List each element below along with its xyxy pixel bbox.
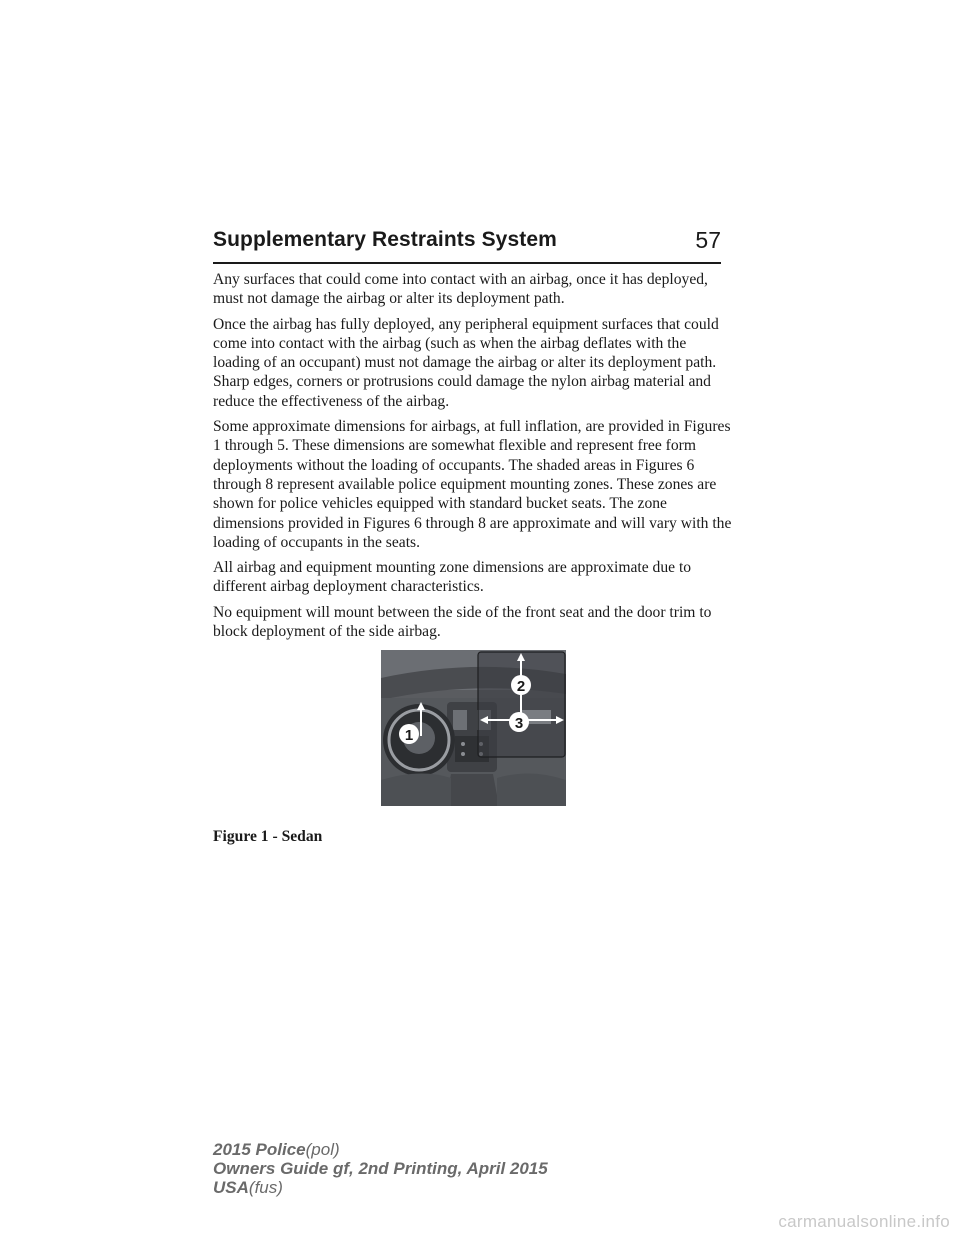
knob-icon: [461, 752, 465, 756]
page-header: [213, 228, 721, 264]
footer-market-code: (fus): [248, 1178, 283, 1197]
section-title: Supplementary Restraints System: [213, 228, 557, 251]
callout-1-label: 1: [404, 727, 414, 744]
center-console: [445, 774, 499, 806]
paragraph: Any surfaces that could come into contact with an airbag, once it has deployed, must not damage the airbag or alter its deployment path.: [213, 271, 708, 308]
lower-dash-left: [381, 773, 451, 806]
lower-dash-right: [497, 773, 566, 806]
footer-model-code: (pol): [305, 1140, 340, 1159]
footer-line-3: [213, 1178, 548, 1197]
footer-line-1: [213, 1140, 548, 1159]
callout-2-label: 2: [516, 678, 526, 695]
watermark: carmanualsonline.info: [778, 1212, 950, 1231]
figure-caption: Figure 1 - Sedan: [213, 828, 323, 845]
dashboard-illustration: [381, 650, 566, 806]
footer-line-2: Owners Guide gf, 2nd Printing, April 2015: [213, 1159, 548, 1178]
airbag-dimensions-figure: [381, 650, 566, 806]
page-footer: [213, 1140, 548, 1197]
footer-market: USA: [213, 1178, 249, 1197]
paragraph: No equipment will mount between the side of the front seat and the door trim to block deployment of the side airbag.: [213, 603, 712, 641]
paragraph: All airbag and equipment mounting zone dimensions are approximate due to different airbag deployment characteristics.: [213, 559, 692, 596]
paragraph: Once the airbag has fully deployed, any peripheral equipment surfaces that could come into contact with the airbag (such as when the airbag deflates with the loading of an occupant) must not damage the airbag or alter its deployment path. Sharp edges, corners or protrusions could damage the nylon airbag material and reduce the effectiveness of the airbag.: [213, 315, 719, 410]
page-number: 57: [695, 227, 721, 253]
body-text: [213, 270, 733, 647]
footer-model: 2015 Police: [213, 1140, 306, 1159]
knob-icon: [461, 742, 465, 746]
callout-3-label: 3: [514, 715, 524, 732]
paragraph: Some approximate dimensions for airbags, at full inflation, are provided in Figures 1 through 5. These dimensions are somewhat flexible and represent free form deployments without the loading of occupants. The shaded areas in Figures 6 through 8 represent available police equipment mounting zones. These zones are shown for police vehicles equipped with standard bucket seats. The zone dimensions provided in Figures 6 through 8 are approximate and will vary with the loading of occupants in the seats.: [213, 418, 732, 551]
vent-left: [453, 710, 467, 730]
